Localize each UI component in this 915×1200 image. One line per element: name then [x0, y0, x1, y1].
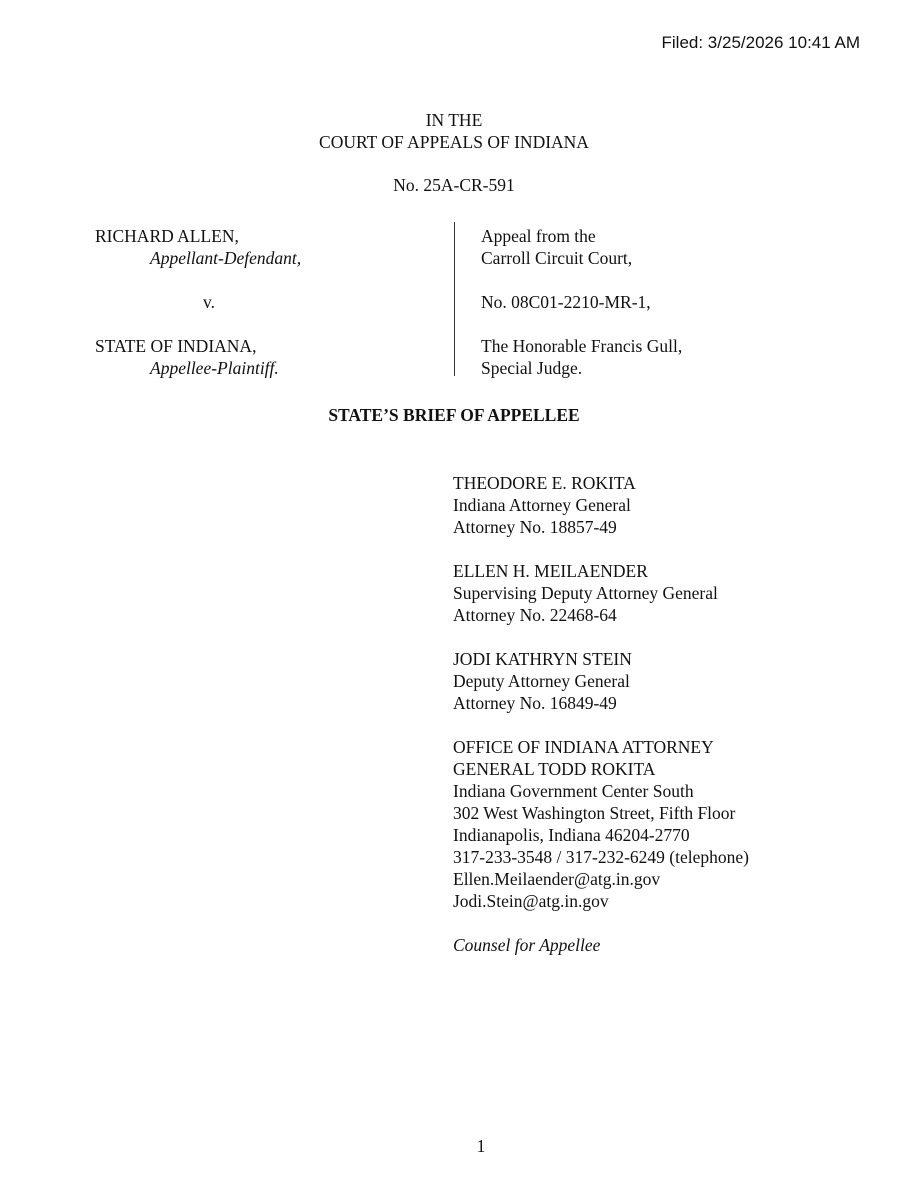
counsel-attorney-number: Attorney No. 22468-64 [453, 605, 617, 625]
office-name-line1: OFFICE OF INDIANA ATTORNEY [453, 737, 714, 757]
appeal-from-line1: Appeal from the [481, 226, 596, 246]
counsel-designation: Counsel for Appellee [453, 935, 601, 955]
counsel-supervising-deputy [453, 560, 873, 626]
counsel-attorney-number: Attorney No. 16849-49 [453, 693, 617, 713]
counsel-title: Deputy Attorney General [453, 671, 630, 691]
filed-stamp: Filed: 3/25/2026 10:41 AM [661, 33, 860, 52]
office-building: Indiana Government Center South [453, 781, 694, 801]
email-link[interactable]: Ellen.Meilaender@atg.in.gov [453, 869, 661, 889]
appellee-name: STATE OF INDIANA, [95, 336, 257, 356]
page-number: 1 [476, 1136, 486, 1156]
office-street: 302 West Washington Street, Fifth Floor [453, 803, 736, 823]
counsel-name: JODI KATHRYN STEIN [453, 649, 632, 669]
court-header-line1: IN THE [425, 110, 483, 130]
case-number: No. 25A-CR-591 [393, 175, 515, 195]
counsel-block [453, 472, 873, 956]
counsel-attorney-number: Attorney No. 18857-49 [453, 517, 617, 537]
appellant-name: RICHARD ALLEN, [95, 226, 239, 246]
caption-appeal-info [481, 225, 861, 379]
appellee-role: Appellee-Plaintiff. [150, 358, 279, 378]
counsel-attorney-general [453, 472, 873, 538]
office-phone: 317-233-3548 / 317-232-6249 (telephone) [453, 847, 749, 867]
appellant-role: Appellant-Defendant, [150, 248, 302, 268]
email-link[interactable]: Jodi.Stein@atg.in.gov [453, 891, 609, 911]
document-title: STATE’S BRIEF OF APPELLEE [328, 405, 580, 425]
judge-line1: The Honorable Francis Gull, [481, 336, 683, 356]
appeal-from-line2: Carroll Circuit Court, [481, 248, 633, 268]
judge-line2: Special Judge. [481, 358, 583, 378]
counsel-title: Indiana Attorney General [453, 495, 631, 515]
counsel-name: THEODORE E. ROKITA [453, 473, 636, 493]
office-address [453, 736, 873, 912]
court-header [0, 109, 908, 153]
trial-case-number: No. 08C01-2210-MR-1, [481, 292, 651, 312]
caption-divider [454, 222, 455, 376]
court-name: COURT OF APPEALS OF INDIANA [319, 132, 589, 152]
counsel-title: Supervising Deputy Attorney General [453, 583, 718, 603]
counsel-name: ELLEN H. MEILAENDER [453, 561, 648, 581]
office-city: Indianapolis, Indiana 46204-2770 [453, 825, 690, 845]
versus: v. [203, 292, 215, 312]
office-name-line2: GENERAL TODD ROKITA [453, 759, 656, 779]
caption-parties [95, 225, 435, 379]
counsel-deputy [453, 648, 873, 714]
